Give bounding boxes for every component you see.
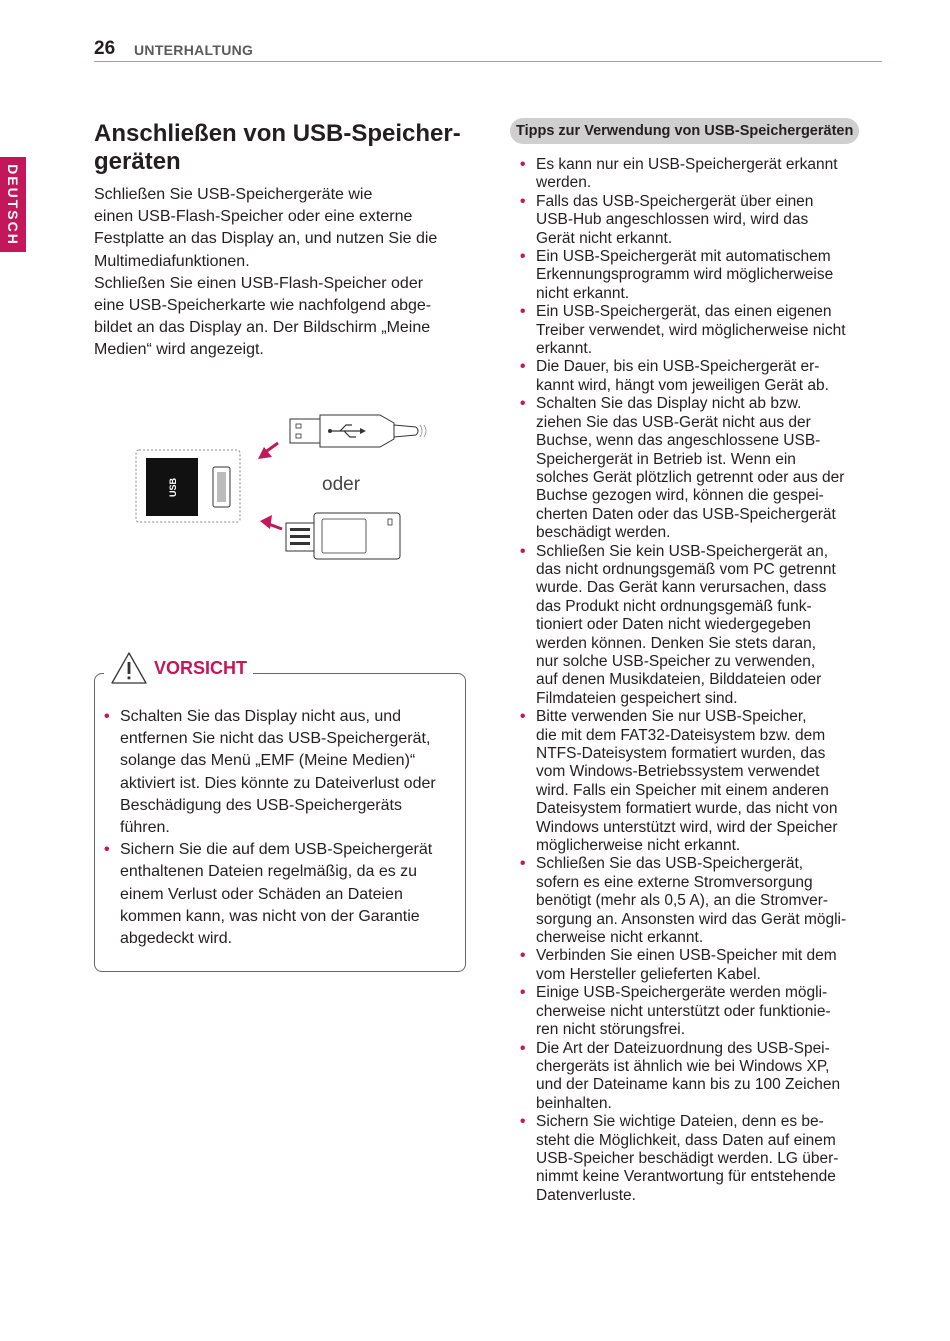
- usb-flash-drive: [286, 513, 400, 559]
- page-title: Anschließen von USB-Speicher- geräten: [94, 120, 461, 175]
- or-label: oder: [322, 474, 361, 495]
- bullet-icon: •: [104, 841, 110, 859]
- bullet-icon: •: [520, 855, 526, 873]
- bullet-icon: •: [520, 708, 526, 726]
- tip-item: [520, 708, 870, 855]
- tip-item: [520, 156, 870, 193]
- tips-list: [520, 156, 870, 1205]
- tip-item: [520, 543, 870, 709]
- insert-arrow-bottom: [260, 515, 282, 529]
- caution-header: [104, 650, 253, 686]
- header-divider: [94, 61, 882, 62]
- tip-item-text: Einige USB-Speichergeräte werden mögli- cherweise nicht unterstützt oder funktionie- ren nicht störungsfrei.: [536, 984, 831, 1039]
- caution-list: [104, 706, 454, 950]
- intro-paragraph: Schließen Sie USB-Speichergeräte wie einen USB-Flash-Speicher oder eine externe Festplatte an das Display an, und nutzen Sie die Multimediafunktionen. Schließen Sie einen USB-Flash-Speicher oder eine USB-Speicherkarte wie nachfolgend abge- bildet an das Display an. Der Bildschirm „Meine Medien“ wird angezeigt.: [94, 186, 438, 359]
- bullet-icon: •: [520, 192, 526, 210]
- bullet-icon: •: [520, 1039, 526, 1057]
- tip-item: [520, 358, 870, 395]
- tip-item-text: Die Dauer, bis ein USB-Speichergerät er- kannt wird, hängt vom jeweiligen Gerät ab.: [536, 358, 829, 394]
- caution-item: [104, 706, 454, 839]
- caution-item-text: Schalten Sie das Display nicht aus, und entfernen Sie nicht das USB-Speichergerät, solange das Menü „EMF (Meine Medien)“ aktiviert ist. Dies könnte zu Dateiverlust oder Beschädigung des USB-Speichergeräts führen.: [120, 708, 436, 837]
- usb-port-label: USB: [168, 477, 178, 497]
- tip-item-text: Ein USB-Speichergerät mit automatischem Erkennungsprogramm wird möglicherweise nicht erkannt.: [536, 248, 834, 302]
- caution-item: [104, 839, 454, 950]
- language-tab-label: DEUTSCH: [5, 163, 22, 246]
- tip-item: [520, 1113, 870, 1205]
- tip-item-text: Schließen Sie das USB-Speichergerät, sofern es eine externe Stromversorgung benötigt (mehr als 0,5 A), an die Stromver- sorgung an. Ansonsten wird das Gerät mögli- cherweise nicht erkannt.: [536, 855, 847, 947]
- bullet-icon: •: [520, 303, 526, 321]
- tip-item-text: Schließen Sie kein USB-Speichergerät an, das nicht ordnungsgemäß vom PC getrennt wurde. Das Gerät kann verursachen, dass das Produkt nicht ordnungsgemäß funk- tioniert oder Daten nicht wiedergegeben werden können. Denken Sie stets daran, nur solche USB-Speicher zu verwenden, auf denen Musikdateien, Bilddateien oder Filmdateien gespeichert sind.: [536, 542, 836, 707]
- language-tab: [0, 157, 26, 252]
- bullet-icon: •: [520, 358, 526, 376]
- caution-label: VORSICHT: [154, 657, 248, 678]
- tip-item-text: Ein USB-Speichergerät, das einen eigenen Treiber verwendet, wird möglicherweise nicht erkannt.: [536, 303, 846, 358]
- bullet-icon: •: [520, 156, 526, 173]
- tip-item: [520, 984, 870, 1039]
- tip-item-text: Bitte verwenden Sie nur USB-Speicher, die mit dem FAT32-Dateisystem bzw. dem NTFS-Dateisystem formatiert wurden, das vom Windows-Betriebssystem verwendet wird. Falls ein Speicher mit einem anderen Dateisystem formatiert wurde, das nicht von Windows unterstützt wird, wird der Speicher möglicherweise nicht erkannt.: [536, 708, 838, 855]
- section-title: UNTERHALTUNG: [134, 42, 254, 58]
- tip-item: [520, 193, 870, 248]
- tip-item: [520, 395, 870, 542]
- usb-connection-diagram: [130, 405, 440, 565]
- bullet-icon: •: [520, 1113, 526, 1131]
- tip-item: [520, 947, 870, 984]
- caution-item-text: Sichern Sie die auf dem USB-Speichergerät enthaltenen Dateien regelmäßig, da es zu einem Verlust oder Schäden an Dateien kommen kann, was nicht von der Garantie abgedeckt wird.: [120, 841, 433, 948]
- tip-item: [520, 1040, 870, 1114]
- tip-item-text: Sichern Sie wichtige Dateien, denn es be- steht die Möglichkeit, dass Daten auf einem USB-Speicher beschädigt werden. LG über- nimmt keine Verantwortung für entstehende Datenverluste.: [536, 1113, 839, 1204]
- bullet-icon: •: [520, 248, 526, 266]
- bullet-icon: •: [520, 395, 526, 413]
- page-number: 26: [94, 38, 116, 59]
- tip-item-text: Verbinden Sie einen USB-Speicher mit dem vom Hersteller gelieferten Kabel.: [536, 947, 837, 983]
- insert-arrow-top: [258, 443, 278, 459]
- usb-cable-plug: [290, 415, 426, 447]
- tip-item: [520, 248, 870, 303]
- tip-item-text: Es kann nur ein USB-Speichergerät erkannt werden.: [536, 156, 838, 192]
- tip-item-text: Falls das USB-Speichergerät über einen USB-Hub angeschlossen wird, wird das Gerät nicht erkannt.: [536, 192, 814, 247]
- tip-item-text: Die Art der Dateizuordnung des USB-Spei- chergeräts ist ähnlich wie bei Windows XP, und der Dateiname kann bis zu 100 Zeichen beinhalten.: [536, 1039, 841, 1112]
- bullet-icon: •: [520, 947, 526, 965]
- bullet-icon: •: [104, 708, 110, 725]
- bullet-icon: •: [520, 984, 526, 1002]
- tip-item-text: Schalten Sie das Display nicht ab bzw. ziehen Sie das USB-Gerät nicht aus der Buchse, wenn das angeschlossene USB- Speichergerät in Betrieb ist. Wenn ein solches Gerät plötzlich getrennt oder aus der Buchse gezogen wird, können die gespei- cherten Daten oder das USB-Speichergerät beschädigt werden.: [536, 395, 845, 542]
- tip-item: [520, 855, 870, 947]
- tips-heading: Tipps zur Verwendung von USB-Speichergeräten: [510, 118, 859, 144]
- bullet-icon: •: [520, 542, 526, 560]
- warning-icon: [110, 651, 148, 685]
- tip-item: [520, 303, 870, 358]
